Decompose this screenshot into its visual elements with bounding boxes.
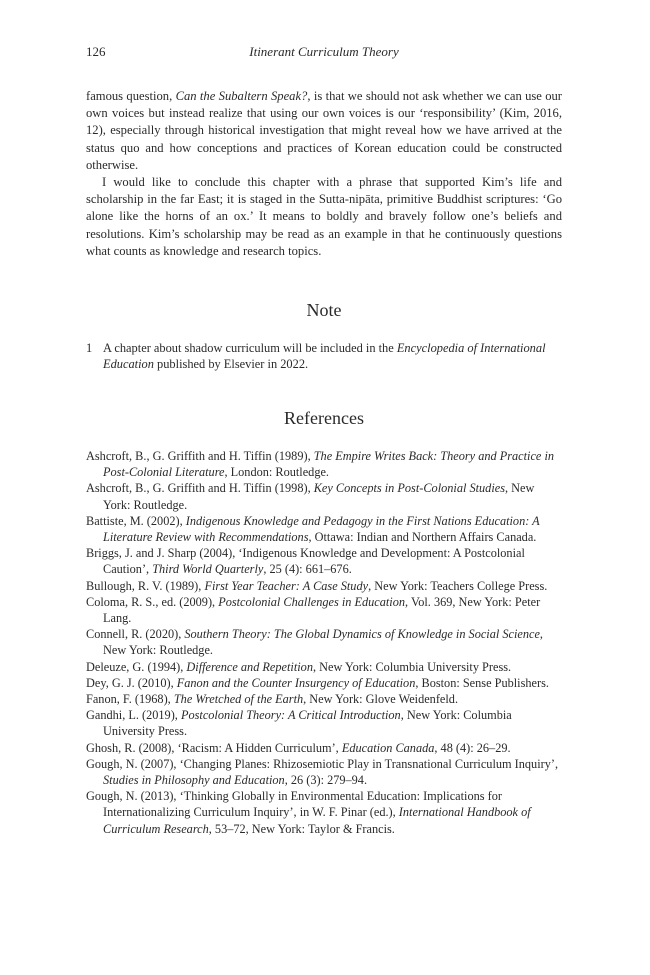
paragraph: I would like to conclude this chapter with a phrase that supported Kim’s life and scholarship in the far East; it is staged in the Sutta-nipāta, primitive Buddhist scriptures: ‘Go alone like the horns of an ox.’ It means to boldly and bravely follow one’s beliefs and resolutions. Kim’s scholarship may be read as an example in that he continuously questions what counts as knowledge and research topics. xyxy=(86,175,562,258)
reference-entry: Deleuze, G. (1994), Difference and Repetition, New York: Columbia University Press. xyxy=(86,659,512,674)
reference-entry: Briggs, J. and J. Sharp (2004), ‘Indigenous Knowledge and Development: A Postcolonial Caution’, Third World Quarterly, 25 (4): 661–676. xyxy=(86,546,525,577)
reference-entry: Bullough, R. V. (1989), First Year Teacher: A Case Study, New York: Teachers College Press. xyxy=(86,578,548,593)
body-text xyxy=(86,88,562,260)
italic-title: Studies in Philosophy and Education xyxy=(103,773,285,788)
paragraph: famous question, Can the Subaltern Speak?, is that we should not ask whether we can use our own voices but instead realize that using our own voices is our ‘responsibility’ (Kim, 2016, 12), especially through historical investigation that might reveal how we have arrived at the status quo and how conceptions and practices of Korean education could be constructed otherwise. xyxy=(86,89,562,172)
reference-entry: Dey, G. J. (2010), Fanon and the Counter Insurgency of Education, Boston: Sense Publishers. xyxy=(86,675,549,690)
reference-entry: Gough, N. (2013), ‘Thinking Globally in Environmental Education: Implications for Internationalizing Curriculum Inquiry’, in W. F. Pinar (ed.), International Handbook of Curriculum Research, 53–72, New York: Taylor & Francis. xyxy=(86,789,531,836)
italic-title: Can the Subaltern Speak? xyxy=(175,89,308,103)
italic-title: Indigenous Knowledge and Pedagogy in the First Nations Education: A Literature Review with Recommendations xyxy=(103,513,540,545)
italic-title: Encyclopedia of International Education xyxy=(103,341,546,372)
italic-title: Southern Theory: The Global Dynamics of Knowledge in Social Science xyxy=(184,627,540,642)
notes-section xyxy=(86,340,562,373)
page-number: 126 xyxy=(86,44,106,59)
italic-title: Difference and Repetition xyxy=(186,659,313,674)
note-heading: Note xyxy=(306,300,342,320)
italic-title: The Empire Writes Back: Theory and Practice in Post-Colonial Literature xyxy=(103,449,555,480)
italic-title: Fanon and the Counter Insurgency of Education xyxy=(176,675,416,690)
reference-entry: Ashcroft, B., G. Griffith and H. Tiffin (1989), The Empire Writes Back: Theory and Practice in Post-Colonial Literature, London: Routledge. xyxy=(86,449,555,480)
italic-title: Postcolonial Challenges in Education xyxy=(218,594,406,609)
reference-entry: Coloma, R. S., ed. (2009), Postcolonial Challenges in Education, Vol. 369, New York: Peter Lang. xyxy=(86,594,541,626)
italic-title: Postcolonial Theory: A Critical Introduction xyxy=(180,708,401,723)
italic-title: International Handbook of Curriculum Research xyxy=(103,805,531,836)
italic-title: Key Concepts in Post-Colonial Studies xyxy=(313,481,505,496)
reference-entry: Connell, R. (2020), Southern Theory: The Global Dynamics of Knowledge in Social Science, New York: Routledge. xyxy=(86,627,543,658)
reference-entry: Gandhi, L. (2019), Postcolonial Theory: A Critical Introduction, New York: Columbia University Press. xyxy=(86,708,512,739)
reference-list xyxy=(86,448,564,837)
footnote-text: A chapter about shadow curriculum will be included in the Encyclopedia of International Education published by Elsevier in 2022. xyxy=(103,341,546,372)
running-header xyxy=(86,44,562,64)
reference-entry: Gough, N. (2007), ‘Changing Planes: Rhizosemiotic Play in Transnational Curriculum Inquiry’, Studies in Philosophy and Education, 26 (3): 279–94. xyxy=(86,756,559,788)
running-title: Itinerant Curriculum Theory xyxy=(249,44,399,59)
footnote-number: 1 xyxy=(86,341,93,355)
italic-title: Education Canada xyxy=(341,740,435,755)
reference-entry: Fanon, F. (1968), The Wretched of the Earth, New York: Glove Weidenfeld. xyxy=(86,692,459,707)
reference-entry: Ghosh, R. (2008), ‘Racism: A Hidden Curriculum’, Education Canada, 48 (4): 26–29. xyxy=(86,740,511,755)
italic-title: Third World Quarterly xyxy=(152,562,264,577)
reference-entry: Ashcroft, B., G. Griffith and H. Tiffin (1998), Key Concepts in Post-Colonial Studies, New York: Routledge. xyxy=(86,481,535,512)
references-heading: References xyxy=(284,408,364,428)
italic-title: The Wretched of the Earth xyxy=(173,692,304,707)
reference-entry: Battiste, M. (2002), Indigenous Knowledge and Pedagogy in the First Nations Education: A Literature Review with Recommendations, Ottawa: Indian and Northern Affairs Canada. xyxy=(86,513,540,545)
footnote xyxy=(86,340,562,373)
italic-title: First Year Teacher: A Case Study xyxy=(204,578,369,593)
